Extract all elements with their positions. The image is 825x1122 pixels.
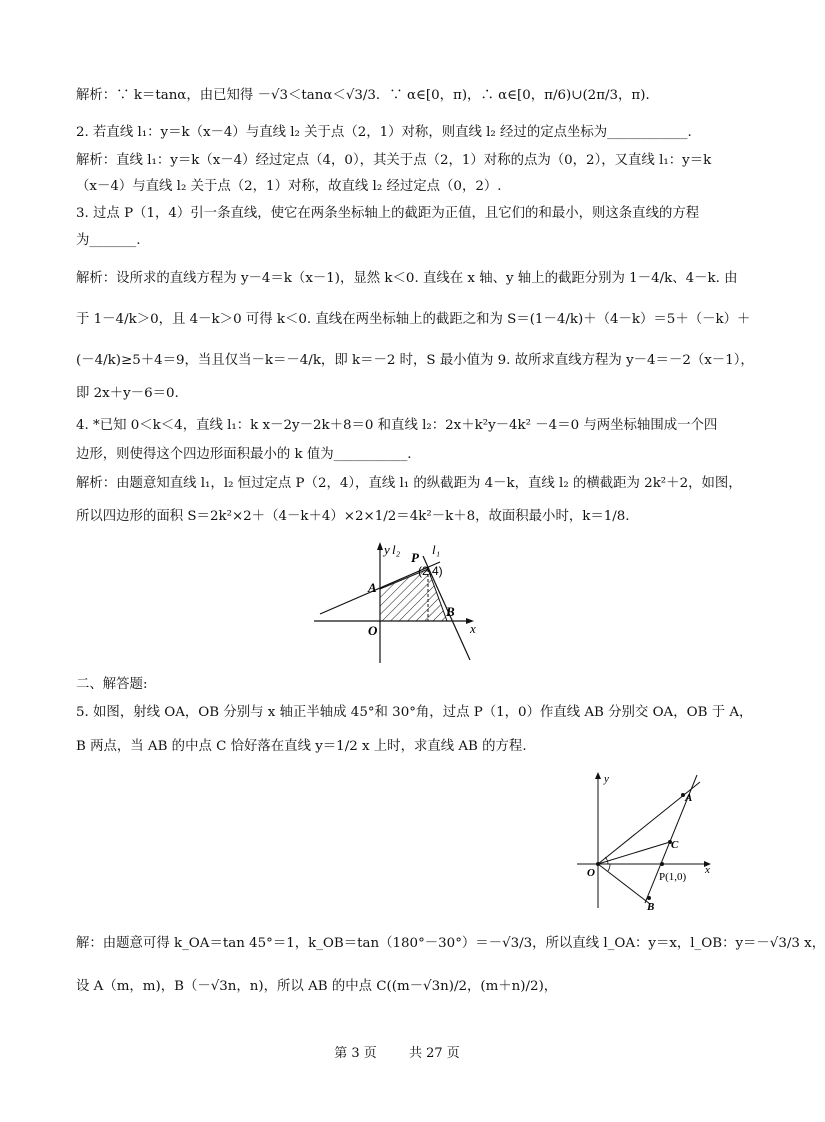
label-P-coord: (2,4) — [418, 564, 443, 578]
label-l1: l₁ — [432, 542, 441, 557]
figure-rays — [575, 770, 725, 913]
analysis-2-line-2: （x－4）与直线 l₂ 关于点（2，1）对称，故直线 l₂ 经过定点（0，2）. — [76, 179, 502, 194]
analysis-4-line-2: 所以四边形的面积 S＝2k²×2＋（4－k＋4）×2×1/2＝4k²－k＋8，故面积最小时，k＝1/8. — [76, 509, 630, 524]
label-C: C — [671, 839, 679, 851]
label-P: P — [411, 550, 419, 565]
analysis-4-line-1: 解析：由题意知直线 l₁，l₂ 恒过定点 P（2，4），直线 l₁ 的纵截距为 4－k，直线 l₂ 的横截距为 2k²＋2，如图， — [76, 476, 742, 491]
analysis-3-line-3: (－4/k)≥5＋4＝9，当且仅当－k＝－4/k，即 k＝－2 时，S 最小值为 9. 故所求直线方程为 y－4＝－2（x－1）， — [76, 353, 754, 368]
question-5-line-1: 5. 如图，射线 OA，OB 分别与 x 轴正半轴成 45°和 30°角，过点 P（1，0）作直线 AB 分别交 OA，OB 于 A， — [76, 705, 753, 720]
label-O: O — [587, 867, 595, 879]
label-l2: l₂ — [392, 542, 401, 557]
analysis-1: 解析：∵ k＝tanα，由已知得 －√3＜tanα＜√3/3．∵ α∈[0，π)，∴ α∈[0，π/6)∪(2π/3，π)． — [76, 88, 659, 103]
label-A: A — [368, 580, 377, 595]
section-2-heading: 二、解答题: — [76, 677, 148, 692]
page-total: 共 27 页 — [408, 1046, 460, 1061]
y-axis-arrow — [595, 772, 601, 779]
question-2: 2. 若直线 l₁：y＝k（x－4）与直线 l₂ 关于点（2，1）对称，则直线 l₂ 经过的定点坐标为____________. — [76, 125, 692, 140]
page-footer — [0, 1042, 794, 1061]
line-OC — [598, 842, 670, 864]
label-y: y — [604, 773, 609, 785]
analysis-2-line-1: 解析：直线 l₁：y＝k（x－4）经过定点（4，0），其关于点（2，1）对称的点为（0，2），又直线 l₁：y＝k — [76, 153, 712, 168]
label-O: O — [368, 623, 378, 638]
question-4-line-1: 4. *已知 0＜k＜4，直线 l₁：k x－2y－2k＋8＝0 和直线 l₂：2x＋k²y－4k² －4＝0 与两坐标轴围成一个四 — [76, 418, 718, 433]
label-A: A — [685, 792, 693, 804]
label-x: x — [705, 864, 710, 876]
ray-OB — [598, 864, 650, 904]
solution-5-line-1: 解：由题意可得 k_OA＝tan 45°＝1，k_OB＝tan（180°－30°）＝－√3/3，所以直线 l_OA：y＝x，l_OB：y＝－√3/3 x， — [76, 936, 825, 951]
point-P — [660, 862, 664, 866]
label-P: P(1,0) — [659, 871, 687, 883]
point-O — [596, 862, 600, 866]
figure-quadrilateral — [310, 540, 490, 665]
question-5-line-2: B 两点，当 AB 的中点 C 恰好落在直线 y＝1/2 x 上时，求直线 AB 的方程. — [76, 739, 527, 754]
question-4-line-2: 边形，则使得这个四边形面积最小的 k 值为___________. — [76, 447, 412, 462]
label-B: B — [647, 901, 655, 913]
angle-arc-45 — [605, 857, 608, 864]
label-B: B — [446, 604, 455, 619]
label-x: x — [470, 621, 476, 636]
question-3-line-2: 为_______. — [76, 233, 141, 248]
analysis-3-line-1: 解析：设所求的直线方程为 y－4＝k（x－1)，显然 k＜0. 直线在 x 轴、y 轴上的截距分别为 1－4/k、4－k. 由 — [76, 271, 738, 286]
solution-5-line-2: 设 A（m，m)，B（－√3n，n)，所以 AB 的中点 C((m－√3n)/2，(m＋n)/2)， — [76, 979, 558, 994]
page-number: 第 3 页 — [334, 1046, 377, 1061]
analysis-3-line-4: 即 2x＋y－6＝0. — [76, 386, 179, 401]
angle-arc-30 — [608, 864, 610, 871]
label-y: y — [384, 542, 390, 557]
analysis-3-line-2: 于 1－4/k＞0，且 4－k＞0 可得 k＜0. 直线在两坐标轴上的截距之和为 S＝(1－4/k)＋（4－k）＝5＋（－k）＋ — [76, 312, 751, 327]
y-axis-arrow — [377, 542, 383, 550]
question-3-line-1: 3. 过点 P（1，4）引一条直线，使它在两条坐标轴上的截距为正值，且它们的和最小，则这条直线的方程 — [76, 206, 700, 221]
point-B — [647, 896, 651, 900]
